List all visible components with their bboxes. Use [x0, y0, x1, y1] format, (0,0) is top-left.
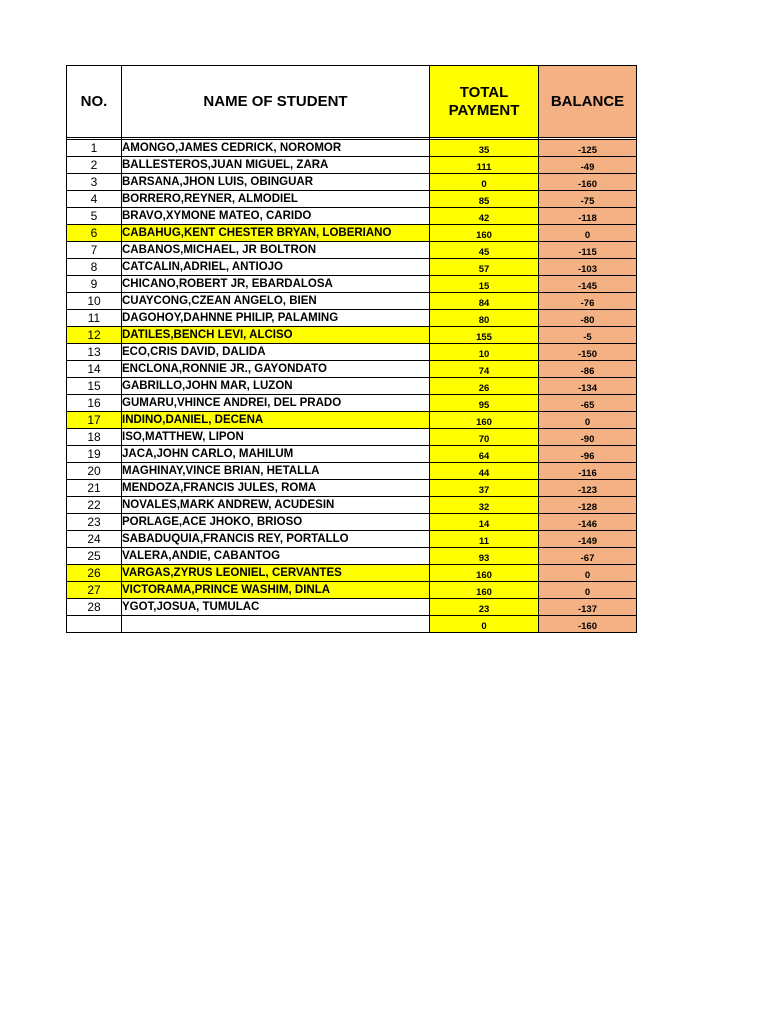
row-balance: -67 [539, 548, 637, 565]
row-total-payment: 32 [430, 497, 539, 514]
row-student-name: JACA,JOHN CARLO, MAHILUM [122, 446, 430, 463]
table-row [67, 174, 637, 191]
header-name: NAME OF STUDENT [122, 66, 430, 138]
row-student-name: AMONGO,JAMES CEDRICK, NOROMOR [122, 140, 430, 157]
row-balance: 0 [539, 582, 637, 599]
row-balance: -76 [539, 293, 637, 310]
row-balance: -75 [539, 191, 637, 208]
table-row [67, 344, 637, 361]
table-row [67, 361, 637, 378]
row-student-name: CHICANO,ROBERT JR, EBARDALOSA [122, 276, 430, 293]
row-total-payment: 44 [430, 463, 539, 480]
row-student-name: CATCALIN,ADRIEL, ANTIOJO [122, 259, 430, 276]
table-row [67, 514, 637, 531]
row-balance: -134 [539, 378, 637, 395]
row-student-name: NOVALES,MARK ANDREW, ACUDESIN [122, 497, 430, 514]
table-body [67, 138, 637, 633]
row-no: 25 [67, 548, 122, 565]
table-row [67, 378, 637, 395]
row-total-payment: 160 [430, 412, 539, 429]
row-balance: -128 [539, 497, 637, 514]
row-no: 13 [67, 344, 122, 361]
row-no: 19 [67, 446, 122, 463]
row-no: 22 [67, 497, 122, 514]
row-total-payment: 26 [430, 378, 539, 395]
table-row [67, 616, 637, 633]
row-student-name: PORLAGE,ACE JHOKO, BRIOSO [122, 514, 430, 531]
row-no: 17 [67, 412, 122, 429]
row-total-payment: 23 [430, 599, 539, 616]
row-student-name: SABADUQUIA,FRANCIS REY, PORTALLO [122, 531, 430, 548]
row-total-payment: 85 [430, 191, 539, 208]
row-total-payment: 0 [430, 174, 539, 191]
row-no: 27 [67, 582, 122, 599]
table-row [67, 310, 637, 327]
row-no: 10 [67, 293, 122, 310]
row-total-payment: 160 [430, 582, 539, 599]
table-row [67, 531, 637, 548]
table-row [67, 429, 637, 446]
row-balance: -49 [539, 157, 637, 174]
row-student-name: INDINO,DANIEL, DECENA [122, 412, 430, 429]
table-row [67, 157, 637, 174]
row-no: 21 [67, 480, 122, 497]
row-student-name [122, 616, 430, 633]
row-no: 16 [67, 395, 122, 412]
table-row [67, 599, 637, 616]
row-total-payment: 84 [430, 293, 539, 310]
row-balance: 0 [539, 225, 637, 242]
row-student-name: CUAYCONG,CZEAN ANGELO, BIEN [122, 293, 430, 310]
table-row [67, 191, 637, 208]
row-balance: -103 [539, 259, 637, 276]
row-no: 24 [67, 531, 122, 548]
row-no: 7 [67, 242, 122, 259]
row-balance: -145 [539, 276, 637, 293]
row-no: 12 [67, 327, 122, 344]
row-balance: -160 [539, 616, 637, 633]
row-total-payment: 95 [430, 395, 539, 412]
row-student-name: VARGAS,ZYRUS LEONIEL, CERVANTES [122, 565, 430, 582]
table-row [67, 208, 637, 225]
row-student-name: MAGHINAY,VINCE BRIAN, HETALLA [122, 463, 430, 480]
row-total-payment: 42 [430, 208, 539, 225]
row-no: 6 [67, 225, 122, 242]
table-row [67, 480, 637, 497]
row-student-name: BORRERO,REYNER, ALMODIEL [122, 191, 430, 208]
row-total-payment: 45 [430, 242, 539, 259]
table-row [67, 293, 637, 310]
row-balance: -118 [539, 208, 637, 225]
row-total-payment: 57 [430, 259, 539, 276]
row-balance: -96 [539, 446, 637, 463]
row-student-name: ISO,MATTHEW, LIPON [122, 429, 430, 446]
row-no: 4 [67, 191, 122, 208]
row-no: 15 [67, 378, 122, 395]
row-total-payment: 37 [430, 480, 539, 497]
row-student-name: BARSANA,JHON LUIS, OBINGUAR [122, 174, 430, 191]
row-balance: 0 [539, 565, 637, 582]
row-student-name: GUMARU,VHINCE ANDREI, DEL PRADO [122, 395, 430, 412]
row-balance: -160 [539, 174, 637, 191]
row-no: 14 [67, 361, 122, 378]
row-balance: -5 [539, 327, 637, 344]
row-student-name: MENDOZA,FRANCIS JULES, ROMA [122, 480, 430, 497]
row-total-payment: 74 [430, 361, 539, 378]
table-row [67, 497, 637, 514]
row-student-name: VALERA,ANDIE, CABANTOG [122, 548, 430, 565]
row-total-payment: 11 [430, 531, 539, 548]
row-total-payment: 15 [430, 276, 539, 293]
row-no: 20 [67, 463, 122, 480]
row-balance: -150 [539, 344, 637, 361]
table-row [67, 548, 637, 565]
row-balance: -80 [539, 310, 637, 327]
table-row [67, 242, 637, 259]
row-student-name: ENCLONA,RONNIE JR., GAYONDATO [122, 361, 430, 378]
row-total-payment: 80 [430, 310, 539, 327]
row-no: 1 [67, 140, 122, 157]
row-balance: -125 [539, 140, 637, 157]
header-row [67, 66, 637, 138]
row-balance: -115 [539, 242, 637, 259]
table-row [67, 395, 637, 412]
table-row [67, 582, 637, 599]
table-row [67, 276, 637, 293]
row-total-payment: 70 [430, 429, 539, 446]
row-student-name: BRAVO,XYMONE MATEO, CARIDO [122, 208, 430, 225]
table-row [67, 259, 637, 276]
row-no: 5 [67, 208, 122, 225]
row-balance: -86 [539, 361, 637, 378]
header-total-payment-line2: PAYMENT [448, 101, 520, 119]
row-balance: -90 [539, 429, 637, 446]
row-no: 9 [67, 276, 122, 293]
table-row [67, 446, 637, 463]
row-balance: -149 [539, 531, 637, 548]
row-student-name: VICTORAMA,PRINCE WASHIM, DINLA [122, 582, 430, 599]
row-total-payment: 0 [430, 616, 539, 633]
row-no: 26 [67, 565, 122, 582]
row-total-payment: 14 [430, 514, 539, 531]
row-no: 18 [67, 429, 122, 446]
table-row [67, 565, 637, 582]
row-balance: -65 [539, 395, 637, 412]
row-total-payment: 64 [430, 446, 539, 463]
header-balance: BALANCE [539, 66, 637, 138]
row-student-name: CABANOS,MICHAEL, JR BOLTRON [122, 242, 430, 259]
row-no: 28 [67, 599, 122, 616]
row-total-payment: 35 [430, 140, 539, 157]
row-student-name: GABRILLO,JOHN MAR, LUZON [122, 378, 430, 395]
row-student-name: YGOT,JOSUA, TUMULAC [122, 599, 430, 616]
header-total-payment [430, 66, 539, 138]
row-balance: -146 [539, 514, 637, 531]
row-student-name: DAGOHOY,DAHNNE PHILIP, PALAMING [122, 310, 430, 327]
row-student-name: ECO,CRIS DAVID, DALIDA [122, 344, 430, 361]
row-student-name: BALLESTEROS,JUAN MIGUEL, ZARA [122, 157, 430, 174]
row-total-payment: 10 [430, 344, 539, 361]
row-no: 3 [67, 174, 122, 191]
row-total-payment: 155 [430, 327, 539, 344]
student-payment-table [66, 65, 637, 633]
row-total-payment: 160 [430, 225, 539, 242]
row-balance: -137 [539, 599, 637, 616]
row-no: 2 [67, 157, 122, 174]
header-no: NO. [67, 66, 122, 138]
table-row [67, 140, 637, 157]
table-row [67, 463, 637, 480]
table-row [67, 327, 637, 344]
row-total-payment: 160 [430, 565, 539, 582]
row-balance: 0 [539, 412, 637, 429]
table-row [67, 412, 637, 429]
table-row [67, 225, 637, 242]
row-no: 8 [67, 259, 122, 276]
row-no: 23 [67, 514, 122, 531]
header-total-payment-line1: TOTAL [459, 83, 509, 101]
row-balance: -116 [539, 463, 637, 480]
row-student-name: CABAHUG,KENT CHESTER BRYAN, LOBERIANO [122, 225, 430, 242]
row-balance: -123 [539, 480, 637, 497]
row-no: 11 [67, 310, 122, 327]
row-no [67, 616, 122, 633]
row-student-name: DATILES,BENCH LEVI, ALCISO [122, 327, 430, 344]
row-total-payment: 93 [430, 548, 539, 565]
row-total-payment: 111 [430, 157, 539, 174]
